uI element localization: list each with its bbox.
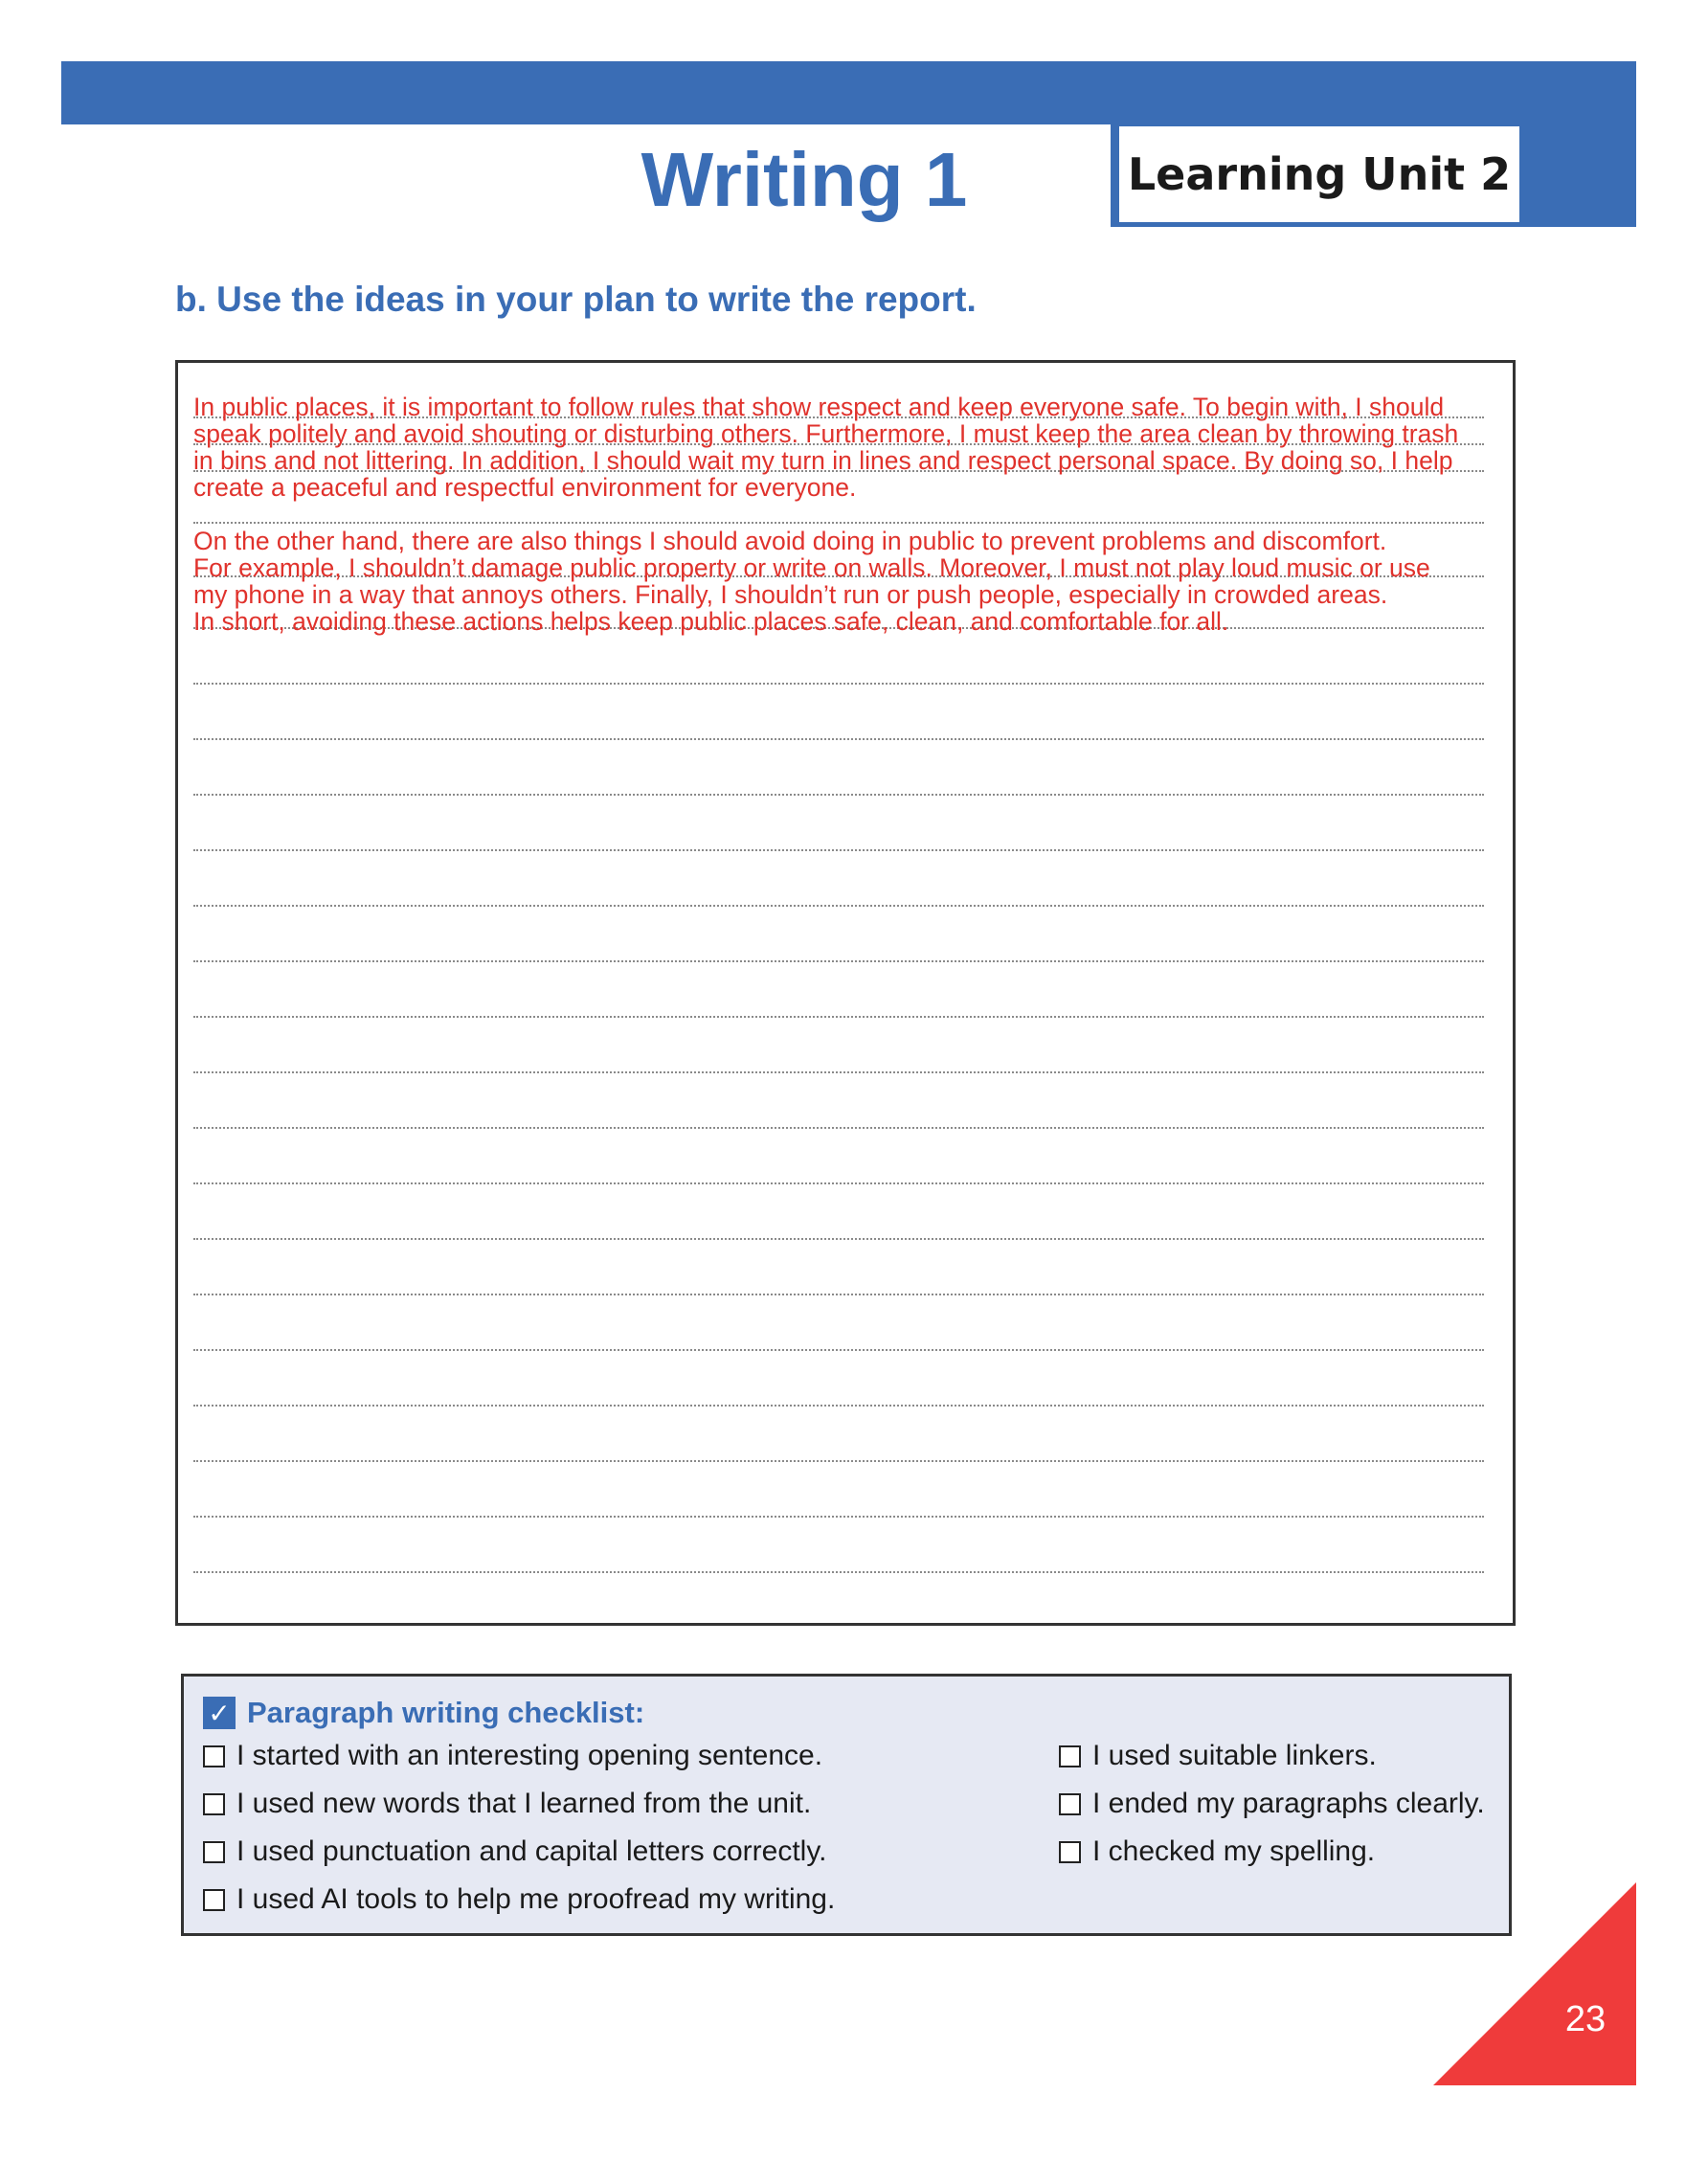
checkbox-icon[interactable] bbox=[203, 1745, 225, 1767]
checklist-item-label: I used punctuation and capital letters correctly. bbox=[236, 1835, 827, 1867]
page-title: Writing 1 bbox=[640, 137, 968, 222]
essay-line: In short, avoiding these actions helps keep public places safe, clean, and comfortable for all. bbox=[193, 607, 1229, 636]
writing-line bbox=[193, 849, 1484, 851]
writing-line bbox=[193, 1182, 1484, 1184]
essay-line: For example, I shouldn’t damage public property or write on walls. Moreover, I must not play loud music or use bbox=[193, 553, 1430, 582]
checklist-item-label: I checked my spelling. bbox=[1092, 1835, 1376, 1867]
writing-line bbox=[193, 1127, 1484, 1129]
checklist-item-label: I started with an interesting opening sentence. bbox=[236, 1740, 823, 1771]
writing-line bbox=[193, 1238, 1484, 1240]
checklist-item[interactable] bbox=[1059, 1740, 1377, 1772]
writing-line bbox=[193, 1405, 1484, 1407]
checklist-item[interactable] bbox=[203, 1788, 811, 1820]
writing-line bbox=[193, 905, 1484, 907]
essay-text bbox=[193, 394, 1513, 635]
checklist-item-label: I used suitable linkers. bbox=[1092, 1740, 1377, 1771]
checklist-item-label: I used new words that I learned from the unit. bbox=[236, 1788, 812, 1819]
checkbox-icon[interactable] bbox=[1059, 1841, 1081, 1863]
instruction: b. Use the ideas in your plan to write the report. bbox=[175, 280, 977, 319]
writing-line bbox=[193, 1516, 1484, 1518]
checkmark-icon: ✓ bbox=[203, 1697, 236, 1729]
checklist-item[interactable] bbox=[203, 1883, 835, 1916]
writing-line bbox=[193, 1460, 1484, 1462]
page-number: 23 bbox=[1564, 1999, 1607, 2039]
writing-line bbox=[193, 1071, 1484, 1073]
writing-line bbox=[193, 794, 1484, 796]
checkbox-icon[interactable] bbox=[203, 1793, 225, 1815]
checkbox-icon[interactable] bbox=[1059, 1793, 1081, 1815]
checkbox-icon[interactable] bbox=[1059, 1745, 1081, 1767]
writing-line bbox=[193, 1349, 1484, 1351]
essay-line: In public places, it is important to follow rules that show respect and keep everyone safe. To begin with, I should bbox=[193, 393, 1445, 421]
checkbox-icon[interactable] bbox=[203, 1889, 225, 1911]
checklist-item-label: I ended my paragraphs clearly. bbox=[1092, 1788, 1485, 1819]
writing-line bbox=[193, 738, 1484, 740]
checklist-item[interactable] bbox=[1059, 1835, 1375, 1868]
essay-line: create a peaceful and respectful environment for everyone. bbox=[193, 473, 857, 502]
writing-line bbox=[193, 1571, 1484, 1573]
unit-label: Learning Unit 2 bbox=[1113, 126, 1519, 222]
essay-line: speak politely and avoid shouting or disturbing others. Furthermore, I must keep the area clean by throwing trash bbox=[193, 419, 1459, 448]
essay-line: On the other hand, there are also things I should avoid doing in public to prevent problems and discomfort. bbox=[193, 527, 1387, 555]
writing-box bbox=[175, 360, 1516, 1626]
page-corner-triangle bbox=[1433, 1882, 1636, 2085]
checklist-header bbox=[203, 1696, 644, 1730]
essay-line: my phone in a way that annoys others. Finally, I shouldn’t run or push people, especially in crowded areas. bbox=[193, 580, 1388, 609]
header-band bbox=[61, 61, 1636, 124]
checklist-title: Paragraph writing checklist: bbox=[247, 1696, 645, 1729]
checklist-item[interactable] bbox=[203, 1740, 822, 1772]
checkbox-icon[interactable] bbox=[203, 1841, 225, 1863]
essay-line: in bins and not littering. In addition, I should wait my turn in lines and respect personal space. By doing so, I help bbox=[193, 446, 1453, 475]
writing-line bbox=[193, 683, 1484, 685]
checklist-item[interactable] bbox=[1059, 1788, 1485, 1820]
writing-line bbox=[193, 960, 1484, 962]
checklist-item-label: I used AI tools to help me proofread my writing. bbox=[236, 1883, 836, 1915]
checklist-panel bbox=[181, 1674, 1512, 1936]
writing-line bbox=[193, 1294, 1484, 1295]
checklist-item[interactable] bbox=[203, 1835, 826, 1868]
writing-line bbox=[193, 1016, 1484, 1018]
